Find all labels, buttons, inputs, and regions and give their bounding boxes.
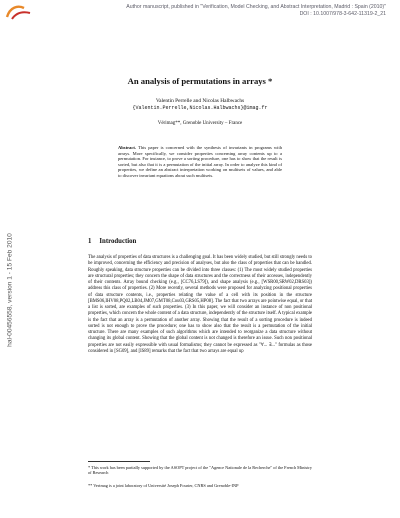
abstract-text: This paper is concerned with the synthesis of invariants in programs with arrays. More specifically, we consider properties concerning array contents up to a permutation. For instance, to prove a sorting procedure, one has to show that the result is sorted, but also that it is a permutation of the initial array. In order to analyze this kind of properties, we define an abstract interpretation working on multisets of values, and able to discover invariant equations about such multisets. xyxy=(118,145,282,178)
abstract xyxy=(118,145,282,179)
footnote-rule xyxy=(88,461,150,462)
hal-sidebar-id xyxy=(4,200,16,380)
author-block xyxy=(88,98,312,112)
section-number: 1 xyxy=(88,238,92,245)
intro-paragraph: The analysis of properties of data structures is a challenging goal. It has been widely studied, but still strongly needs to be improved, concerning the efficiency and precision of analyses, but also the class of properties that can be handled. Roughly speaking, data structure properties can be divided into three classes: (1) The most widely studied properties are structural properties; they concern the shape of data structures and the correctness of their accesses, independently of their contents. Array bound checking (e.g., [CC76,LS79]), and shape analysis (e.g., [WSR00,SRW02,DRS03]) address this class of properties. (2) More recently, several methods were proposed for analyzing positional properties of data structure contents, i.e., properties relating the value of a cell with its position in the structure [BMS06,IHV08,PQ02,LB04,JM07,GMT08,Cou03,GRS05,HP08]. The fact that two arrays are pointwise equal, or that a list is sorted, are examples of such properties. (3) In this paper, we will consider an instance of non positional properties, which concern the whole content of a data structure, independently of the structure itself. A typical example is the fact that an array is a permutation of another array. Showing that the result of a sorting procedure is indeed sorted is not enough to prove the procedure; one has to show also that the result is a permutation of the initial structure. There are many examples of such algorithms which are intended to reorganize a data structure without changing its global content. Showing that the global content is not changed is therefore an issue. Such non positional properties are not easily expressible with usual formalisms; they cannot be expressed as "∀... ∃..." formulas as those considered in [SG09], and [IS89] remarks that the fact that two arrays are equal up xyxy=(88,255,312,354)
body-text xyxy=(88,255,312,355)
author-emails: {Valentin.Perrelle,Nicolas.Halbwachs}@imag.fr xyxy=(132,105,268,111)
author-names: Valentin Perrelle and Nicolas Halbwachs xyxy=(155,98,245,104)
manuscript-header xyxy=(96,4,386,17)
section-heading xyxy=(88,238,136,245)
section-title: Introduction xyxy=(99,238,137,245)
paper-title: An analysis of permutations in arrays * xyxy=(127,76,273,86)
hal-id-text: hal-00456558, version 1 - 15 Feb 2010 xyxy=(6,233,14,347)
footnote-2: ** Verimag is a joint laboratory of Université Joseph Fourier, CNRS and Grenoble-INP xyxy=(88,483,239,488)
author-affiliation: Vérimag**, Grenoble University – France xyxy=(157,121,243,126)
footnote-1: * This work has been partially supported by the ASOPT project of the "Agence Nationale de la Recherche" of the French Ministry of Research xyxy=(88,465,312,476)
header-citation: Author manuscript, published in "Verification, Model Checking, and Abstract Interpretation, Madrid : Spain (2010)" xyxy=(126,4,386,10)
abstract-label: Abstract. xyxy=(118,145,137,150)
hal-logo-icon xyxy=(4,3,34,21)
header-doi: DOI : 10.1007/978-3-642-11319-2_21 xyxy=(299,10,386,17)
